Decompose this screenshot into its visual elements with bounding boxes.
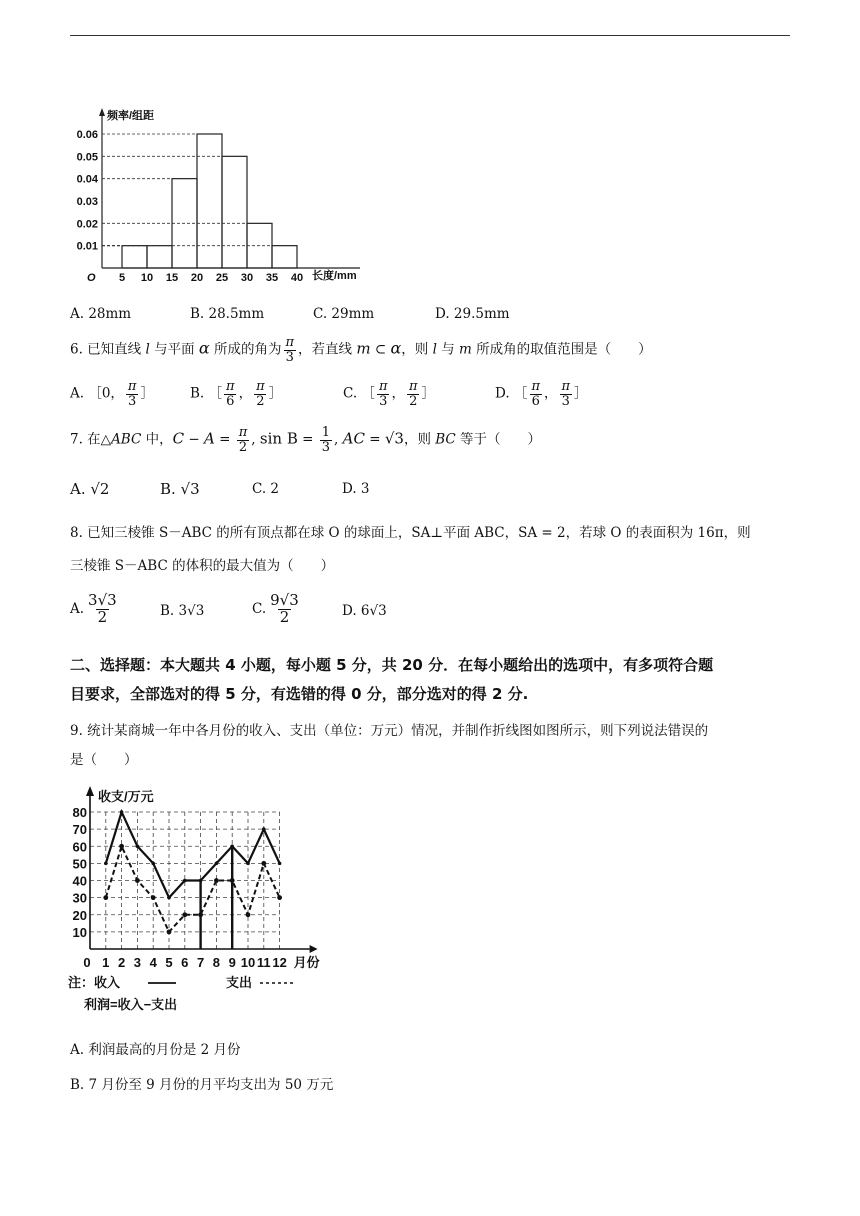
y-tick-label: 40 — [72, 873, 87, 889]
x-axis-label: 月份 — [293, 955, 320, 970]
income-expense-chart — [68, 782, 368, 1027]
q6-option-a[interactable]: A. ［0， $\frac{\pi}{3}$ ］ — [70, 379, 154, 409]
income-point — [215, 862, 219, 866]
y-tick-label: 10 — [72, 924, 87, 940]
x-tick-label: 25 — [215, 272, 229, 284]
q7-option-a[interactable]: A. √2 — [70, 480, 110, 498]
x-tick-label: 0 — [83, 955, 91, 970]
expense-point — [214, 878, 219, 883]
q7-option-d[interactable]: D. 3 — [342, 481, 370, 497]
x-tick-label: 15 — [165, 272, 179, 284]
q9-option-a[interactable]: A. 利润最高的月份是 2 月份 — [70, 1042, 241, 1058]
x-tick-label: 9 — [228, 955, 236, 970]
income-point — [120, 810, 124, 814]
x-tick-label: 6 — [181, 955, 189, 970]
q6-option-d[interactable]: D. ［ $\frac{\pi}{6}$ ， $\frac{\pi}{3}$ ］ — [495, 379, 588, 409]
q7-option-c[interactable]: C. 2 — [252, 481, 280, 497]
x-tick-label: 10 — [140, 272, 154, 284]
q6-option-b[interactable]: B. ［ $\frac{\pi}{6}$ ， $\frac{\pi}{2}$ ］ — [190, 379, 283, 409]
y-axis-label: 收支/万元 — [98, 789, 154, 804]
x-tick-label: 20 — [190, 272, 204, 284]
q5-option-c[interactable]: C. 29mm — [313, 306, 375, 322]
x-tick-label: 7 — [196, 955, 205, 970]
income-point — [246, 862, 250, 866]
y-tick-label: 0.03 — [76, 196, 98, 208]
income-point — [278, 862, 282, 866]
question-8-line1: 8. 已知三棱锥 S－ABC 的所有顶点都在球 O 的球面上，SA⊥平面 ABC，SA = 2，若球 O 的表面积为 16π，则 — [70, 525, 751, 541]
question-6: 6. 已知直线 l 与平面 α 所成的角为 $\frac{\pi}{3}$ ，若直线 m ⊂ α，则 l 与 m 所成角的取值范围是（ ） — [70, 335, 652, 365]
y-tick-label: 30 — [72, 890, 87, 906]
legend-profit-formula: 利润=收入−支出 — [84, 997, 178, 1012]
q7-option-b[interactable]: B. √3 — [160, 480, 200, 498]
x-tick-label: 1 — [102, 955, 110, 970]
y-tick-label: 0.04 — [76, 173, 98, 186]
x-tick-label: 12 — [272, 955, 287, 970]
y-tick-label: 0.02 — [76, 218, 98, 231]
income-point — [167, 896, 171, 900]
q5-option-d[interactable]: D. 29.5mm — [435, 306, 510, 322]
y-tick-label: 0.05 — [76, 151, 98, 164]
histogram-chart — [60, 100, 380, 285]
y-tick-label: 50 — [72, 856, 87, 872]
expense-point — [103, 895, 108, 900]
y-tick-label: 0.01 — [76, 240, 98, 253]
x-tick-label: 3 — [133, 955, 142, 970]
expense-point — [167, 929, 172, 934]
histogram-bar — [122, 246, 147, 268]
income-point — [104, 862, 108, 866]
section-2-heading: 二、选择题：本大题共 4 小题，每小题 5 分，共 20 分．在每小题给出的选项中，有多项符合题 目要求，全部选对的得 5 分，有选错的得 0 分，部分选对的得 2 分. — [70, 656, 714, 703]
expense-point — [135, 878, 140, 883]
q5-option-b[interactable]: B. 28.5mm — [190, 306, 265, 322]
q8-option-c[interactable]: C. $\frac{9√3}{2}$ — [252, 591, 299, 626]
income-point — [183, 879, 187, 883]
x-tick-label: 4 — [149, 955, 157, 970]
histogram-bar — [147, 246, 172, 268]
legend-income: 注：收入 — [68, 975, 121, 990]
expense-point — [151, 895, 156, 900]
expense-point — [182, 912, 187, 917]
y-axis-arrow — [86, 786, 94, 796]
histogram-bar — [197, 134, 222, 268]
expense-point — [261, 861, 266, 866]
origin-label: O — [87, 272, 96, 284]
histogram-bar — [272, 246, 297, 268]
income-point — [136, 844, 140, 848]
x-tick-label: 8 — [212, 955, 221, 970]
legend-expense: 支出 — [226, 975, 253, 990]
expense-line — [106, 846, 280, 932]
histogram-bar — [222, 156, 247, 268]
income-line — [106, 812, 280, 898]
question-8-line2: 三棱锥 S－ABC 的体积的最大值为（ ） — [70, 558, 335, 574]
x-axis-label: 长度/mm — [312, 270, 357, 282]
y-tick-label: 20 — [72, 907, 87, 923]
y-tick-label: 60 — [72, 839, 87, 855]
q6-option-c[interactable]: C. ［ $\frac{\pi}{3}$ ， $\frac{\pi}{2}$ ］ — [343, 379, 436, 409]
q5-option-a[interactable]: A. 28mm — [70, 306, 132, 322]
q8-option-d[interactable]: D. 6√3 — [342, 603, 387, 619]
y-tick-label: 70 — [72, 822, 87, 838]
expense-point — [246, 912, 251, 917]
y-axis-arrow — [99, 108, 105, 116]
income-point — [262, 827, 266, 831]
x-tick-label: 10 — [240, 955, 256, 970]
x-tick-label: 30 — [240, 272, 254, 284]
income-point — [151, 862, 155, 866]
x-tick-label: 5 — [118, 272, 126, 284]
header-rule — [70, 35, 790, 36]
question-9: 9. 统计某商城一年中各月份的收入、支出（单位：万元）情况，并制作折线图如图所示，则下列说法错误的 是（ ） — [70, 723, 709, 768]
expense-point — [277, 895, 282, 900]
x-tick-label: 2 — [117, 955, 126, 970]
q9-option-b[interactable]: B. 7 月份至 9 月份的月平均支出为 50 万元 — [70, 1077, 334, 1093]
x-tick-label: 5 — [165, 955, 173, 970]
x-axis-arrow — [310, 945, 318, 953]
y-tick-label: 80 — [72, 805, 87, 820]
y-tick-label: 0.06 — [76, 129, 98, 141]
y-axis-label: 频率/组距 — [107, 110, 155, 122]
q8-option-b[interactable]: B. 3√3 — [160, 603, 205, 619]
expense-point — [119, 844, 124, 849]
x-tick-label: 35 — [265, 272, 279, 284]
x-tick-label: 40 — [290, 272, 304, 284]
q8-option-a[interactable]: A. $\frac{3√3}{2}$ — [70, 591, 117, 626]
question-7: 7. 在△ABC 中，C − A = $\frac{\pi}{2}$ , sin B = $\frac{1}{3}$ , AC = √3，则 BC 等于（ ） — [70, 425, 542, 455]
x-tick-label: 11 — [256, 955, 271, 970]
